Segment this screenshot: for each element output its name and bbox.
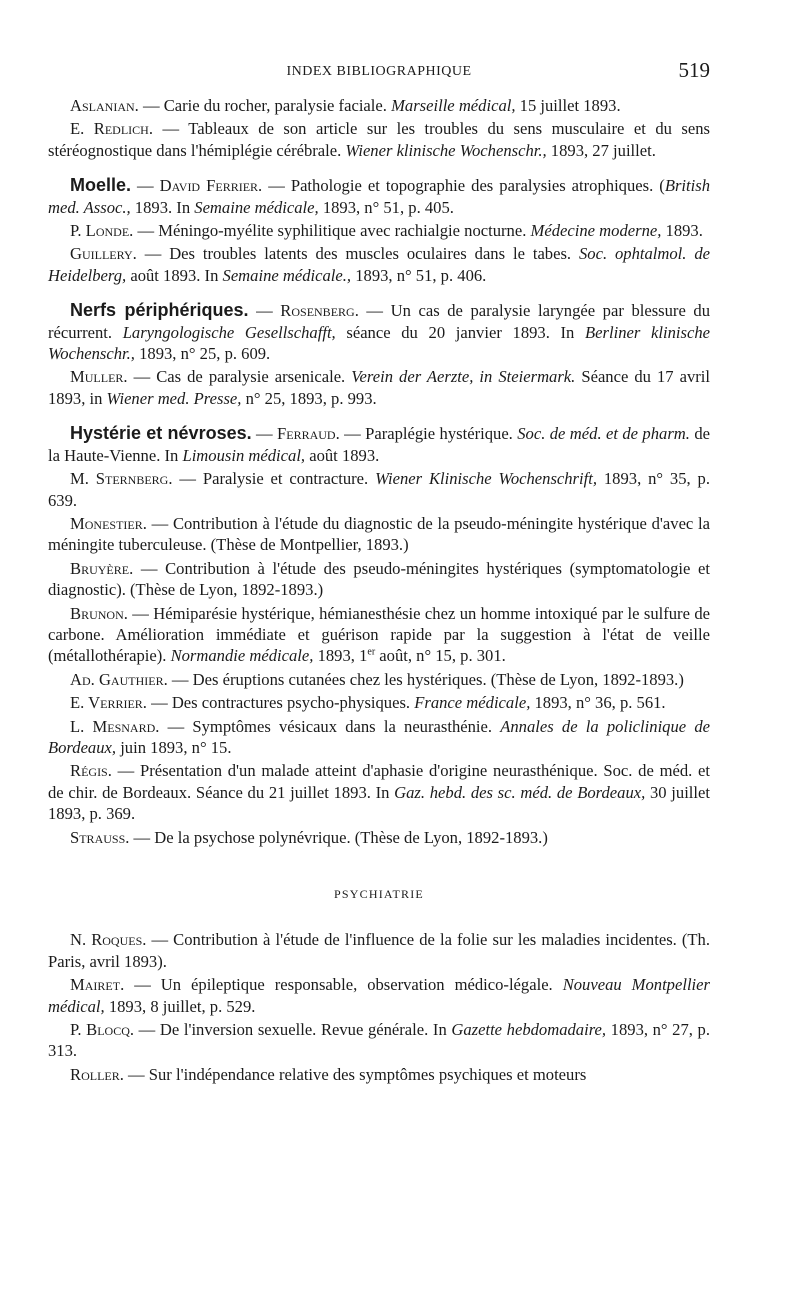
entry-text: — Paralysie et contracture. bbox=[172, 469, 376, 489]
entry-blocq bbox=[48, 1019, 710, 1062]
entry-rest: 15 juillet 1893. bbox=[515, 96, 621, 115]
entry-rest: 1893, n° 51, p. 405. bbox=[318, 197, 454, 217]
entry-work: Annales de la policlinique de Bordeaux, bbox=[48, 716, 710, 757]
entry-rest: 1893, n° 35, p. 639. bbox=[48, 469, 710, 510]
entry-work: Wiener med. Presse, bbox=[106, 388, 242, 408]
entry-text: — Tableaux de son article sur les troubles du sens musculaire et du sens stéréognostique dans l'hémiplégie cérébrale. bbox=[48, 119, 710, 160]
entry-rest: août, n° 15, p. 301. bbox=[375, 646, 506, 666]
entry-author: Monestier. bbox=[70, 513, 147, 533]
entry-work: Wiener klinische Wochenschr., bbox=[345, 140, 547, 160]
entry-author: Ad. Gauthier. bbox=[70, 669, 168, 689]
entry-author: Régis. bbox=[70, 761, 112, 781]
entry-rest: 1893. bbox=[661, 221, 703, 241]
entry-mid: août 1893. In bbox=[126, 265, 223, 285]
entry-rest: 1893, 27 juillet. bbox=[546, 140, 656, 160]
entry-gauthier bbox=[48, 669, 710, 690]
section-title-moelle: Moelle. bbox=[70, 175, 132, 196]
entry-author: P. Londe. bbox=[70, 221, 134, 241]
entry-rest: 1893, n° 51, p. 406. bbox=[351, 265, 487, 285]
entry-work: Normandie médicale, bbox=[170, 646, 314, 666]
entry-work: British med. Assoc., bbox=[48, 176, 710, 217]
entry-mid: 1893. In bbox=[130, 197, 195, 217]
entry-author: Ferraud. bbox=[277, 424, 340, 444]
entry-author: E. Verrier. bbox=[70, 693, 147, 713]
entry-work: Gaz. hebd. des sc. méd. de Bordeaux, bbox=[394, 782, 646, 802]
subheading-psychiatrie: PSYCHIATRIE bbox=[334, 887, 424, 901]
entry-author: L. Mesnard. bbox=[70, 716, 160, 736]
entry-author: Bruyère. bbox=[70, 558, 134, 578]
entry-mesnard bbox=[48, 716, 710, 759]
entry-author: Rosenberg. bbox=[280, 301, 359, 321]
entry-author: M. Sternberg. bbox=[70, 469, 173, 489]
section-moelle bbox=[48, 175, 710, 286]
entry-rest: 1893, n° 25, p. 609. bbox=[134, 344, 271, 364]
entry-redlich bbox=[48, 118, 710, 161]
bibliography-content bbox=[48, 95, 710, 1087]
entry-londe bbox=[48, 220, 710, 241]
dash-separator: — bbox=[137, 176, 160, 196]
entry-author: Guillery. bbox=[70, 244, 137, 264]
entry-mid: de la Haute-Vienne. In bbox=[48, 424, 710, 465]
entry-rest: 1893, 1 bbox=[313, 646, 368, 666]
entry-rest: août 1893. bbox=[305, 445, 380, 465]
entry-strauss bbox=[48, 827, 710, 848]
entry-text: — Méningo-myélite syphilitique avec rachialgie nocturne. bbox=[133, 221, 531, 241]
entry-author: Aslanian. bbox=[70, 96, 139, 115]
entry-bruyere bbox=[48, 558, 710, 601]
entry-mairet bbox=[48, 974, 710, 1017]
section-title-nerfs: Nerfs périphériques. bbox=[70, 300, 249, 321]
entry-text: — Hémiparésie hystérique, hémianesthésie chez un homme intoxiqué par le sulfure de carbone. Amélioration immédiate et guérison rapide par la suggestion à l'état de veille (métallothérapie). bbox=[48, 603, 710, 666]
entry-work: France médicale, bbox=[414, 693, 531, 713]
entry-author: Roller. bbox=[70, 1064, 124, 1084]
entry-rest: 1893, 8 juillet, p. 529. bbox=[104, 996, 256, 1016]
entry-text: — De l'inversion sexuelle. Revue générale. In bbox=[134, 1020, 452, 1040]
entry-text: — Sur l'indépendance relative des symptômes psychiques et moteurs bbox=[123, 1064, 587, 1084]
entry-text: — Des contractures psycho-physiques. bbox=[146, 693, 415, 713]
page-header bbox=[48, 58, 710, 90]
entry-work: Nouveau Montpellier médical, bbox=[48, 975, 710, 1016]
entry-rosenberg bbox=[48, 300, 710, 364]
entry-text: — De la psychose polynévrique. (Thèse de Lyon, 1892-1893.) bbox=[129, 827, 548, 847]
superscript: er bbox=[367, 646, 376, 658]
entry-author: E. Redlich. bbox=[70, 119, 153, 139]
entry-author: N. Roques. bbox=[70, 930, 147, 950]
entry-author: Strauss. bbox=[70, 827, 130, 847]
entry-guillery bbox=[48, 243, 710, 286]
entry-monestier bbox=[48, 513, 710, 556]
entry-sternberg bbox=[48, 468, 710, 511]
entry-work: Verein der Aerzte, in Steiermark. bbox=[351, 367, 576, 387]
entry-author: P. Blocq. bbox=[70, 1020, 135, 1040]
entry-author: Mairet. bbox=[70, 975, 125, 995]
entry-text: — Contribution à l'étude des pseudo-méningites hystériques (symptomatologie et diagnostic). (Thèse de Lyon, 1892-1893.) bbox=[48, 558, 710, 600]
entry-work: Gazette hebdomadaire, bbox=[451, 1020, 607, 1040]
entry-text: — Pathologie et topographie des paralysies atrophiques. ( bbox=[262, 176, 665, 196]
dash-separator: — bbox=[256, 424, 278, 444]
section-title-hysterie: Hystérie et névroses. bbox=[70, 423, 252, 444]
page-number: 519 bbox=[678, 58, 710, 82]
entry-work: Semaine médicale, bbox=[194, 197, 319, 217]
entry-brunon bbox=[48, 603, 710, 667]
entry-text: — Paraplégie hystérique. bbox=[339, 424, 518, 444]
entry-text: — Présentation d'un malade atteint d'aphasie d'origine neurasthénique. Soc. de méd. et de chir. de Bordeaux. Séance du 21 juillet 1893. In bbox=[48, 761, 710, 802]
entry-regis bbox=[48, 760, 710, 824]
entry-work: Semaine médicale., bbox=[222, 265, 352, 285]
entry-roller bbox=[48, 1064, 710, 1085]
entry-author: Brunon. bbox=[70, 603, 128, 623]
running-head: INDEX BIBLIOGRAPHIQUE bbox=[286, 64, 472, 79]
entry-text: — Symptômes vésicaux dans la neurasthénie. bbox=[159, 716, 501, 736]
entry-work: Laryngologische Gesellschafft, bbox=[122, 322, 336, 342]
entry-text: — Contribution à l'étude de l'influence de la folie sur les maladies incidentes. (Th. Paris, avril 1893). bbox=[48, 930, 710, 971]
entry-ferraud bbox=[48, 423, 710, 466]
entry-work: Wiener Klinische Wochenschrift, bbox=[375, 469, 597, 489]
section-psychiatrie bbox=[48, 929, 710, 1085]
entry-text: — Des éruptions cutanées chez les hystériques. (Thèse de Lyon, 1892-1893.) bbox=[167, 669, 684, 689]
entry-author: Muller. bbox=[70, 367, 128, 387]
entry-rest: juin 1893, n° 15. bbox=[116, 737, 232, 757]
section-nerfs bbox=[48, 300, 710, 409]
section-hysterie bbox=[48, 423, 710, 848]
entry-text: — Un épileptique responsable, observation médico-légale. bbox=[124, 975, 563, 995]
entry-work: Soc. de méd. et de pharm. bbox=[517, 424, 690, 444]
entry-ferrier bbox=[48, 175, 710, 218]
entry-rest: 1893, n° 36, p. 561. bbox=[530, 693, 666, 713]
entry-muller bbox=[48, 366, 710, 409]
entry-rest: 1893, n° 27, p. 313. bbox=[48, 1020, 710, 1061]
entry-author: David Ferrier. bbox=[159, 176, 263, 196]
dash-separator: — bbox=[256, 301, 281, 321]
entry-text: — Des troubles latents des muscles oculaires dans le tabes. bbox=[136, 244, 579, 264]
entry-text: — Carie du rocher, paralysie faciale. bbox=[138, 96, 392, 115]
entry-verrier bbox=[48, 692, 710, 713]
entry-work: Berliner klinische Wochenschr., bbox=[48, 322, 710, 364]
entry-rest: n° 25, 1893, p. 993. bbox=[241, 388, 377, 408]
entry-mid: séance du 20 janvier 1893. In bbox=[335, 322, 586, 342]
entry-work: Soc. ophtalmol. de Heidelberg, bbox=[48, 244, 711, 285]
entry-text: — Cas de paralysie arsenicale. bbox=[127, 367, 352, 387]
entry-roques bbox=[48, 929, 710, 972]
entry-work: Limousin médical, bbox=[182, 445, 306, 465]
entry-aslanian bbox=[48, 95, 710, 116]
entry-mid: Séance du 17 avril 1893, in bbox=[48, 367, 710, 408]
entry-rest: 30 juillet 1893, p. 369. bbox=[48, 782, 711, 824]
entry-work: Marseille médical, bbox=[391, 96, 516, 115]
entry-text: — Contribution à l'étude du diagnostic de la pseudo-méningite hystérique d'avec la méningite tuberculeuse. (Thèse de Montpellier, 1893.) bbox=[48, 513, 710, 555]
entry-text: — Un cas de paralysie laryngée par blessure du récurrent. bbox=[48, 301, 711, 342]
entry-work: Médecine moderne, bbox=[530, 221, 662, 241]
